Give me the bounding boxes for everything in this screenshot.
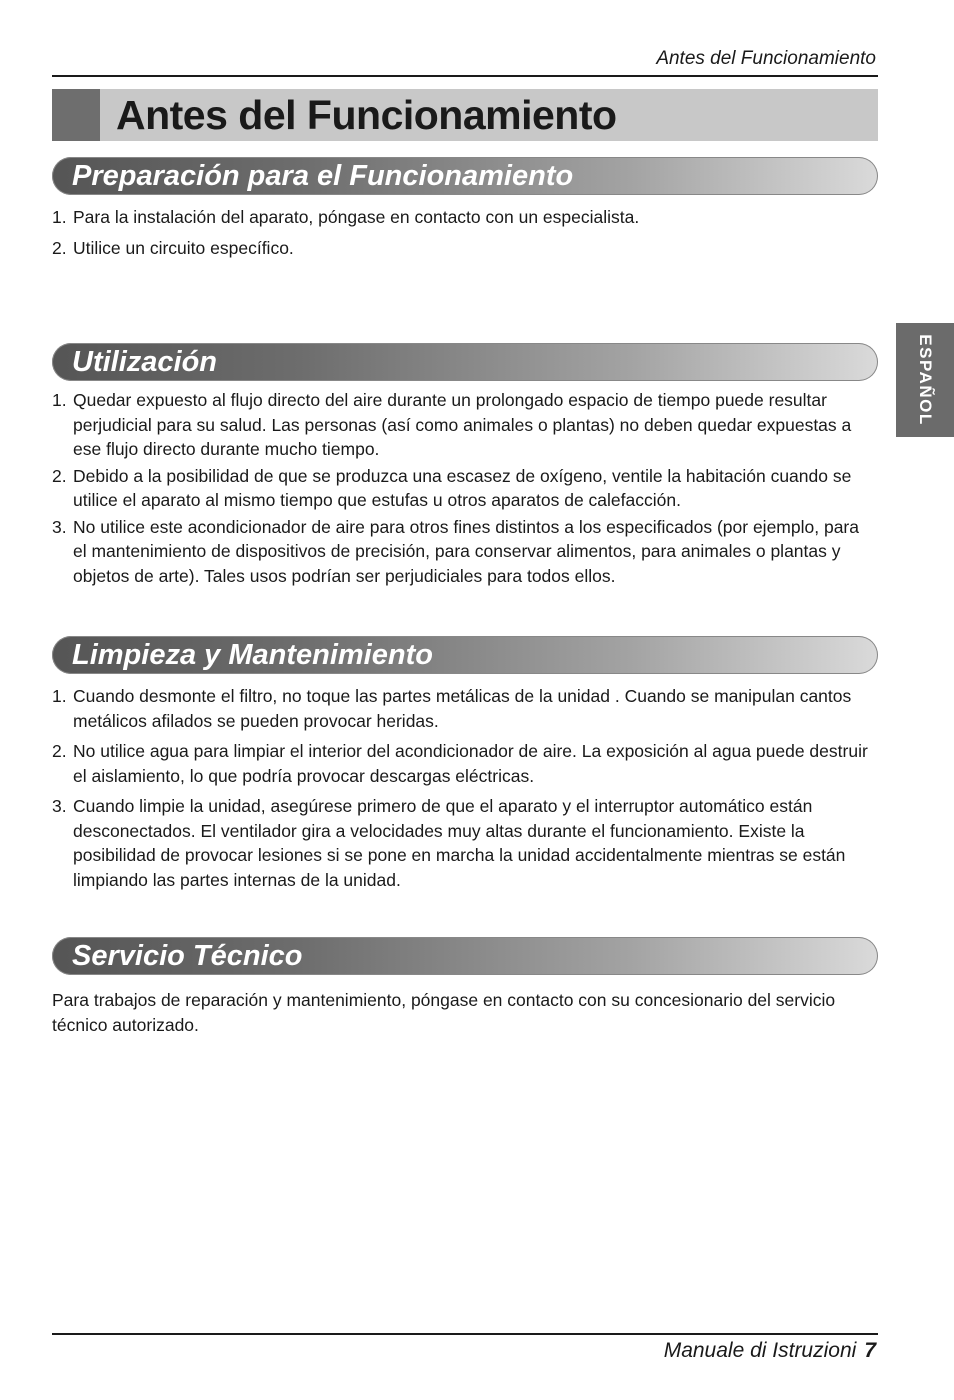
item-text: Para la instalación del aparato, póngase en contacto con un especialista. [73,207,640,227]
list-utilizacion [52,388,872,588]
section-heading-utilizacion [52,343,878,381]
item-text: Utilice un circuito específico. [73,237,294,258]
language-tab-label: ESPAÑOL [916,334,935,426]
list-limpieza [52,684,872,892]
item-number: 1. [52,390,67,410]
section-title: Servicio Técnico [72,940,303,972]
page-footer [664,1339,876,1363]
servicio-paragraph: Para trabajos de reparación y mantenimiento, póngase en contacto con su concesionario del servicio técnico autorizado. [52,990,836,1035]
item-number: 3. [52,796,67,816]
item-text: Debido a la posibilidad de que se produzca una escasez de oxígeno, ventile la habitación cuando se utilice el aparato al mismo tiempo que estufas u otros aparatos de calefacción. [73,465,852,510]
list-item [52,205,872,230]
section-heading-limpieza [52,636,878,674]
footer-label: Manuale di Istruzioni [663,1339,857,1362]
list-item [52,515,872,589]
list-preparacion [52,205,872,260]
item-number: 1. [52,207,67,227]
section-title: Limpieza y Mantenimiento [72,639,433,671]
section-title: Preparación para el Funcionamiento [72,160,574,192]
header-rule [52,75,878,77]
item-text: Cuando limpie la unidad, asegúrese primero de que el aparato y el interruptor automático están desconectados. El ventilador gira a velocidades muy altas durante el funcionamiento. Existe la posibilidad de provocar lesiones si se pone en marcha la unidad accidentalmente mientras se están limpiando las partes internas de la unidad. [73,796,846,890]
language-side-tab [896,323,954,437]
page-title-bar [52,89,878,141]
list-item [52,794,872,892]
page-title: Antes del Funcionamiento [116,92,617,138]
list-item [52,236,872,261]
item-text: Quedar expuesto al flujo directo del aire durante un prolongado espacio de tiempo puede resultar perjudicial para su salud. Las personas (así como animales o plantas) no deben quedar expuestas a ese flujo directo durante mucho tiempo. [73,390,852,459]
item-text: No utilice agua para limpiar el interior del acondicionador de aire. La exposición al agua puede destruir el aislamiento, lo que podría provocar descargas eléctricas. [73,741,868,786]
item-number: 2. [52,237,67,258]
item-number: 2. [52,465,67,486]
section-heading-preparacion [52,157,878,195]
title-marker-block [52,89,100,141]
item-text: No utilice este acondicionador de aire para otros fines distintos a los especificados (por ejemplo, para el mantenimiento de dispositivos de precisión, para conservar alimentos, para animales o plantas y objetos de arte). Tales usos podrían ser perjudiciales para todos ellos. [73,516,859,586]
list-item [52,684,872,733]
list-item [52,388,872,462]
running-header: Antes del Funcionamiento [656,48,876,69]
section-heading-servicio [52,937,878,975]
item-number: 3. [52,516,67,537]
section-title: Utilización [72,346,218,378]
list-item [52,464,872,513]
list-item [52,739,872,788]
item-number: 1. [52,686,67,706]
item-text: Cuando desmonte el filtro, no toque las partes metálicas de la unidad . Cuando se manipulan cantos metálicos afilados se pueden provocar heridas. [73,686,852,731]
footer-rule [52,1333,878,1335]
page-number: 7 [864,1339,876,1362]
item-number: 2. [52,741,67,761]
